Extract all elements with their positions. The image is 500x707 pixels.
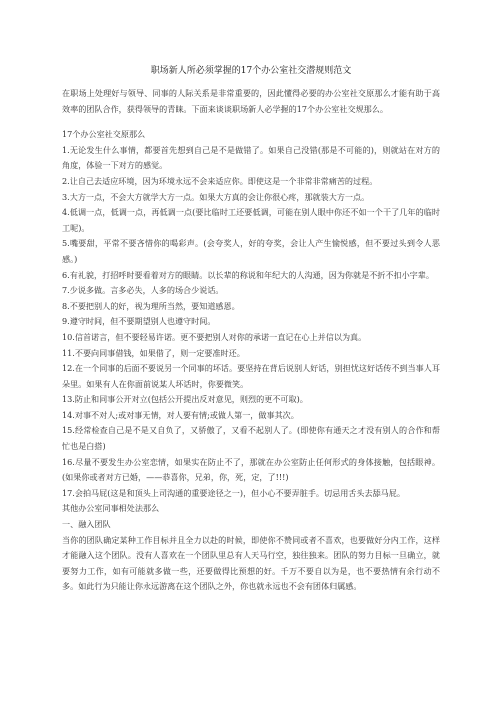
list-item: 15.经常检查自己是不是又自负了，又骄傲了，又看不起别人了。(即使你有通天之才没有别人的合作和帮忙也是白搭) <box>62 425 440 452</box>
document-page <box>62 64 440 595</box>
section-title: 一、融入团队 <box>62 519 111 530</box>
list-item: 17.会拍马屁(这是和顶头上司沟通的重要途径之一)，但小心不要弄脏手。切忌用舌头去舔马屁。 <box>62 487 405 498</box>
intro-paragraph: 在职场上处理好与领导、同事的人际关系是非常重要的，因此懂得必要的办公室社交原那么才能有助于高效率的团队合作，获得领导的青睐。下面来谈谈职场新人必学握的17个办公室社交规那么。 <box>62 88 440 114</box>
list-heading: 17个办公室社交原那么 <box>62 129 146 140</box>
list-item: 6.有礼貌，打招呼时要看着对方的眼睛。以长辈的称说和年纪大的人沟通，因为你就是不折不扣小字辈。 <box>62 269 434 280</box>
list-item: 4.低调一点，低调一点，再低调一点(要比临时工还要低调，可能在别人眼中你还不如一个干了几年的临时工呢)。 <box>62 207 440 233</box>
document-title: 职场新人所必须掌握的17个办公室社交潜规则范文 <box>150 66 352 76</box>
rules-list <box>62 143 440 502</box>
list-item: 2.让自己去适应环境，因为环境永远不会来适应你。即使这是一个非常非常痛苦的过程。 <box>62 175 378 186</box>
list-item: 11.不要向同事借钱，如果借了，则一定要准时还。 <box>62 347 245 358</box>
subheading: 其他办公室同事相处法那么 <box>62 503 160 514</box>
list-item: 5.嘴要甜，平常不要吝惜你的喝彩声。(会夸奖人，好的夸奖，会让人产生愉悦感，但不要过头到令人恶感。) <box>62 238 440 264</box>
list-item: 9.遵守时间，但不要期望别人也遵守时间。 <box>62 316 216 327</box>
list-item: 16.尽量不要发生办公室恋情，如果实在防止不了，那就在办公室防止任何形式的身体接触，包括眼神。(如果你或者对方已婚，——恭喜你，兄弟，你，死，定，了!!!) <box>62 456 440 483</box>
list-item: 14.对事不对人;或对事无情，对人要有情;或做人第一，做事其次。 <box>62 409 299 420</box>
list-item: 3.大方一点，不会大方就学大方一点。如果大方真的会让你很心疼，那就装大方一点。 <box>62 191 370 202</box>
list-item: 1.无论发生什么事情，都要首先想到自己是不是做错了。如果自己没错(那是不可能的)，则就站在对方的角度，体验一下对方的感觉。 <box>62 144 440 171</box>
list-item: 8.不要把别人的好，视为理所当然，要知道感恩。 <box>62 300 240 311</box>
list-item: 7.少说多做。言多必失，人多的场合少说话。 <box>62 285 224 296</box>
body-paragraph: 当你的团队确定某种工作目标并且全力以赴的时候，即使你不赞同或者不喜欢，也要做好分内工作，这样才能融入这个团队。没有人喜欢在一个团队里总有人天马行空，独往独来。团队的努力目标一旦确立，就要努力工作，如有可能就多做一些，还要做得比预想的好。千万不要自以为是，也不要热情有余行动不多。如此行为只能让你永远游离在这个团队之外，你也就永远也不会有团体归属感。 <box>62 534 440 592</box>
list-item: 10.信首诺言，但不要轻易许诺。更不要把别人对你的承诺一直记在心上并信以为真。 <box>62 331 367 342</box>
list-item: 12.在一个同事的后面不要说另一个同事的坏话。要坚持在背后说别人好话，别担忧这好话传不到当事人耳朵里。如果有人在你面前说某人坏话时，你要微笑。 <box>62 363 440 389</box>
list-item: 13.防止和同事公开对立(包括公开提出反对意见，则烈的更不可取)。 <box>62 394 308 405</box>
